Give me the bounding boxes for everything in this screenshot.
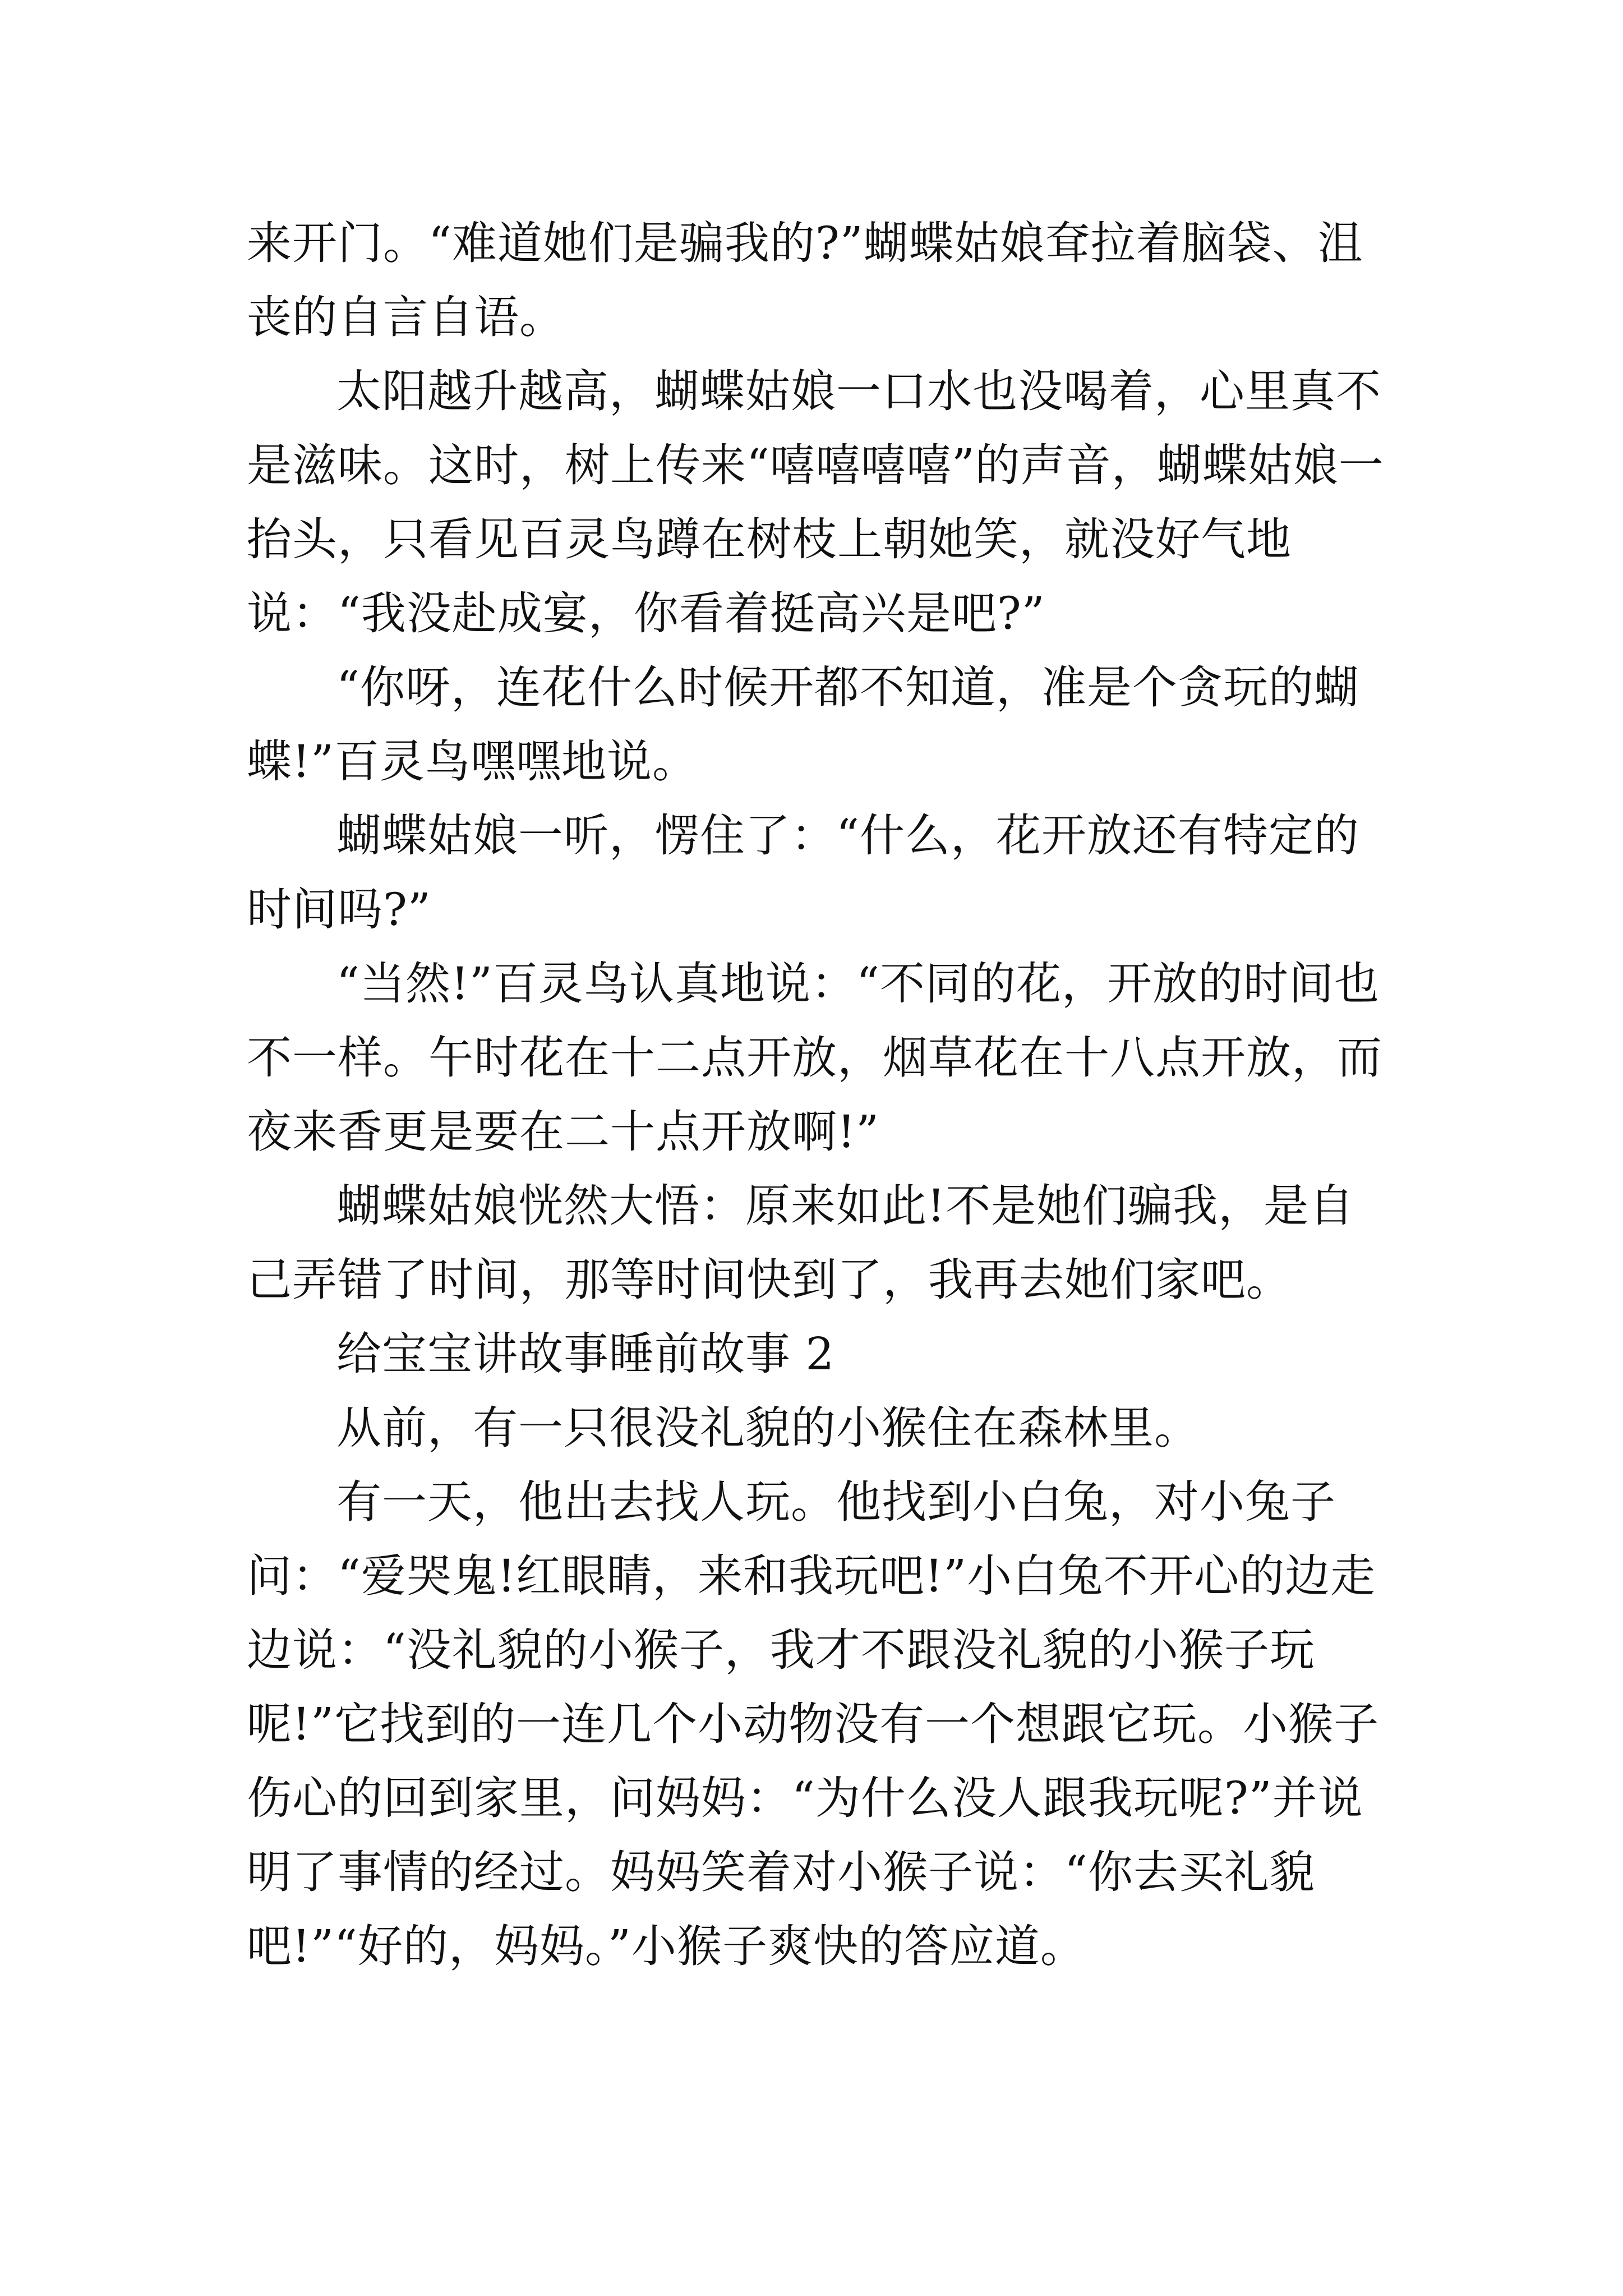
section-heading: 给宝宝讲故事睡前故事 2: [336, 1328, 835, 1380]
paragraph: 蝴蝶姑娘一听，愣住了：“什么，花开放还有特定的时间吗?”: [247, 809, 1359, 936]
paragraph: 从前，有一只很没礼貌的小猴住在森林里。: [336, 1402, 1200, 1454]
paragraph: “你呀，连花什么时候开都不知道，准是个贪玩的蝴蝶!”百灵鸟嘿嘿地说。: [247, 661, 1359, 788]
paragraph: “当然!”百灵鸟认真地说：“不同的花，开放的时间也不一样。午时花在十二点开放，烟草花在十八点开放，而夜来香更是要在二十点开放啊!”: [247, 958, 1382, 1158]
paragraph: 太阳越升越高，蝴蝶姑娘一口水也没喝着，心里真不是滋味。这时，树上传来“嘻嘻嘻嘻”的声音，蝴蝶姑娘一抬头，只看见百灵鸟蹲在树枝上朝她笑，就没好气地说：“我没赴成宴，你看着挺高兴是吧?”: [247, 365, 1384, 639]
paragraph: 有一天，他出去找人玩。他找到小白兔，对小兔子问：“爱哭鬼!红眼睛，来和我玩吧!”小白兔不开心的边走边说：“没礼貌的小猴子，我才不跟没礼貌的小猴子玩呢!”它找到的一连几个小动物没有一个想跟它玩。小猴子伤心的回到家里，问妈妈：“为什么没人跟我玩呢?”并说明了事情的经过。妈妈笑着对小猴子说：“你去买礼貌吧!”“好的，妈妈。”小猴子爽快的答应道。: [247, 1476, 1380, 1972]
story-text: [247, 206, 1396, 1984]
paragraph: 蝴蝶姑娘恍然大悟：原来如此!不是她们骗我，是自己弄错了时间，那等时间快到了，我再去她们家吧。: [247, 1180, 1355, 1306]
paragraph: 来开门。“难道她们是骗我的?”蝴蝶姑娘耷拉着脑袋、沮丧的自言自语。: [247, 217, 1363, 343]
